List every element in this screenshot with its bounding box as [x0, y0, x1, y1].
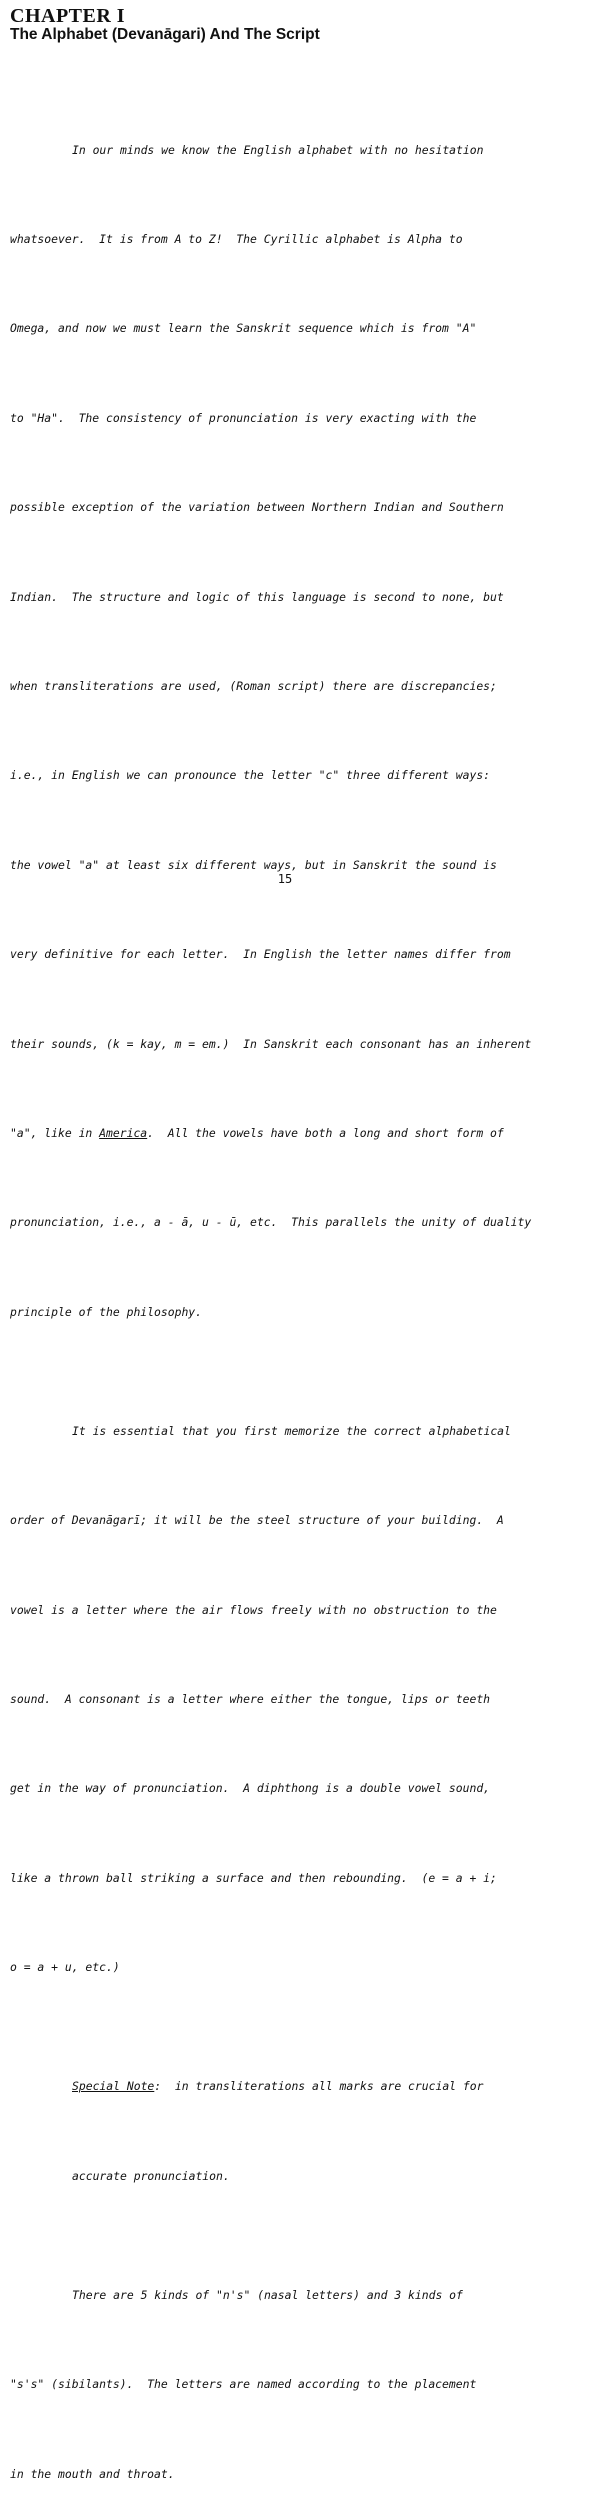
text-line: possible exception of the variation between Northern Indian and Southern [10, 500, 504, 515]
chapter-heading: CHAPTER I [10, 5, 126, 27]
text-line: There are 5 kinds of "n's" (nasal letters) and 3 kinds of [72, 2287, 463, 2302]
text-line: the vowel "a" at least six different ways, but in Sanskrit the sound is [10, 857, 497, 872]
text-line: vowel is a letter where the air flows freely with no obstruction to the [10, 1602, 497, 1617]
text-line: very definitive for each letter. In English the letter names differ from [10, 947, 511, 962]
text-line: i.e., in English we can pronounce the letter "c" three different ways: [10, 768, 491, 783]
text-line: In our minds we know the English alphabet with no hesitation [72, 142, 484, 157]
text-line: in the mouth and throat. [10, 2466, 175, 2481]
text-segment: . All the vowels have both a long and short form of [147, 1125, 504, 1140]
text-line: when transliterations are used, (Roman script) there are discrepancies; [10, 678, 497, 693]
text-line [10, 1119, 595, 1149]
special-note-label: Special Note [72, 2079, 155, 2094]
special-note-line [10, 2072, 595, 2102]
text-line: get in the way of pronunciation. A diphthong is a double vowel sound, [10, 1781, 491, 1796]
text-line: pronunciation, i.e., a - ā, u - ū, etc. This parallels the unity of duality [10, 1215, 532, 1230]
text-line: "s's" (sibilants). The letters are named according to the placement [10, 2377, 477, 2392]
text-line: Omega, and now we must learn the Sanskrit sequence which is from "A" [10, 321, 477, 336]
chapter-title: The Alphabet (Devanāgari) And The Script [10, 26, 320, 43]
text-line: order of Devanāgarī; it will be the steel structure of your building. A [10, 1513, 504, 1528]
text-line: like a thrown ball striking a surface and then rebounding. (e = a + i; [10, 1870, 497, 1885]
text-segment: "a", like in [10, 1125, 100, 1140]
underlined-word: America [99, 1125, 148, 1140]
text-line: o = a + u, etc.) [10, 1960, 120, 1975]
page-number: 15 [277, 872, 293, 886]
text-line: Indian. The structure and logic of this language is second to none, but [10, 589, 504, 604]
body-text [10, 76, 595, 2519]
text-line: sound. A consonant is a letter where either the tongue, lips or teeth [10, 1692, 491, 1707]
special-note-text: : in transliterations all marks are crucial for [154, 2079, 484, 2094]
text-line: to "Ha". The consistency of pronunciation is very exacting with the [10, 410, 477, 425]
text-line: whatsoever. It is from A to Z! The Cyrillic alphabet is Alpha to [10, 231, 463, 246]
text-line: It is essential that you first memorize the correct alphabetical [72, 1423, 511, 1438]
text-line: principle of the philosophy. [10, 1304, 203, 1319]
special-note-continuation: accurate pronunciation. [72, 2168, 230, 2183]
text-line: their sounds, (k = kay, m = em.) In Sanskrit each consonant has an inherent [10, 1036, 532, 1051]
